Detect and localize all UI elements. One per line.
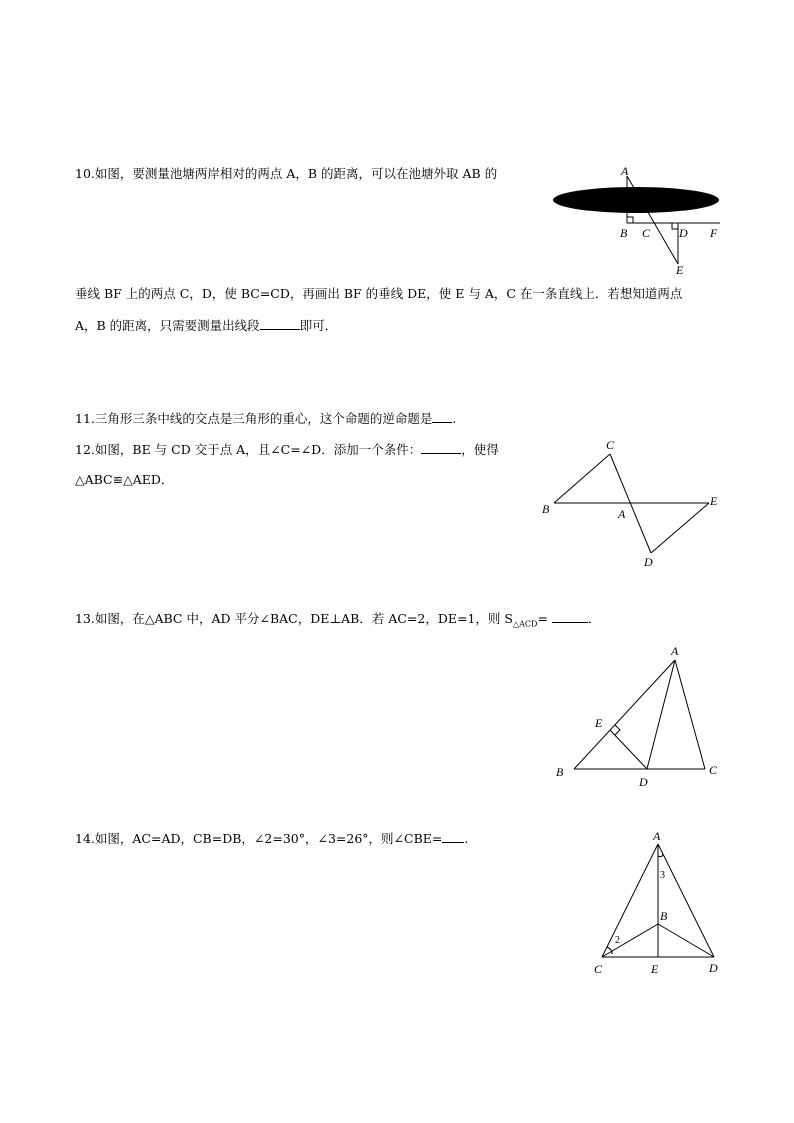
q13-sub: △ACD (512, 619, 538, 629)
right-angle-d (672, 223, 678, 229)
label-d: D (679, 226, 688, 240)
angle-3-arc (658, 854, 663, 857)
label-c: C (606, 438, 615, 452)
q12-line1-post: ，使得 (461, 442, 499, 457)
label-b: B (542, 502, 550, 516)
q13-eq: = (537, 611, 548, 626)
q10-line3 (75, 317, 337, 334)
label-3: 3 (660, 870, 665, 881)
q13-line (75, 610, 600, 633)
q13-answer-blank (552, 610, 588, 623)
q12-line1-pre: 12.如图，BE 与 CD 交于点 A，且∠C=∠D．添加一个条件： (75, 442, 422, 457)
label-c: C (642, 226, 651, 240)
segment-de (610, 730, 647, 769)
label-b: B (556, 765, 564, 779)
q10-line3-post: 即可． (299, 318, 338, 333)
label-c: C (594, 962, 603, 976)
q11-line (75, 410, 456, 427)
q14-figure (588, 826, 728, 986)
label-f: F (710, 226, 718, 240)
label-a: A (671, 644, 679, 658)
label-b: B (660, 909, 668, 923)
label-e: E (710, 494, 718, 508)
q11-text: 11.三角形三条中线的交点是三角形的重心，这个命题的逆命题是 (75, 411, 433, 426)
segment-ac (675, 660, 705, 769)
label-a: A (621, 164, 629, 178)
q14-line (75, 830, 468, 847)
label-e: E (676, 263, 684, 277)
segment-de (651, 503, 709, 553)
q14-text: 14.如图，AC=AD，CB=DB，∠2=30°，∠3=26°，则∠CBE= (75, 831, 443, 846)
label-2: 2 (615, 935, 620, 946)
label-a: A (653, 829, 661, 843)
label-e: E (595, 716, 603, 730)
q10-line2: 垂线 BF 上的两点 C，D，使 BC=CD，再画出 BF 的垂线 DE，使 E 与 A，C 在一条直线上．若想知道两点 (75, 286, 683, 301)
right-angle-b (627, 217, 633, 223)
label-a: A (618, 507, 626, 521)
q12-figure (538, 435, 728, 575)
q10-line3-pre: A，B 的距离，只需要测量出线段 (75, 318, 260, 333)
segment-ad (647, 660, 675, 769)
q13-end: ． (587, 611, 601, 626)
label-c: C (709, 763, 718, 777)
q11-answer-blank (432, 410, 452, 423)
q14-answer-blank (442, 830, 464, 843)
label-d: D (709, 961, 718, 975)
q10-figure (550, 160, 730, 280)
label-b: B (620, 226, 628, 240)
right-angle-e (615, 725, 620, 735)
segment-ab (574, 660, 675, 769)
q12-line2: △ABC≌△AED． (75, 472, 174, 487)
label-d: D (639, 775, 648, 789)
q10-line1: 10.如图，要测量池塘两岸相对的两点 A，B 的距离，可以在池塘外取 AB 的 (75, 166, 498, 181)
label-e: E (651, 962, 659, 976)
q10-answer-blank (260, 317, 300, 330)
q13-figure (550, 640, 730, 790)
q11-end: . (452, 411, 457, 426)
q12-line1 (75, 441, 499, 458)
q14-end: . (464, 831, 469, 846)
q13-pre: 13.如图，在△ABC 中，AD 平分∠BAC，DE⊥AB．若 AC=2，DE=1，则 S (75, 611, 513, 626)
segment-bc (554, 454, 610, 503)
q12-answer-blank (421, 441, 461, 454)
label-d: D (644, 555, 653, 569)
